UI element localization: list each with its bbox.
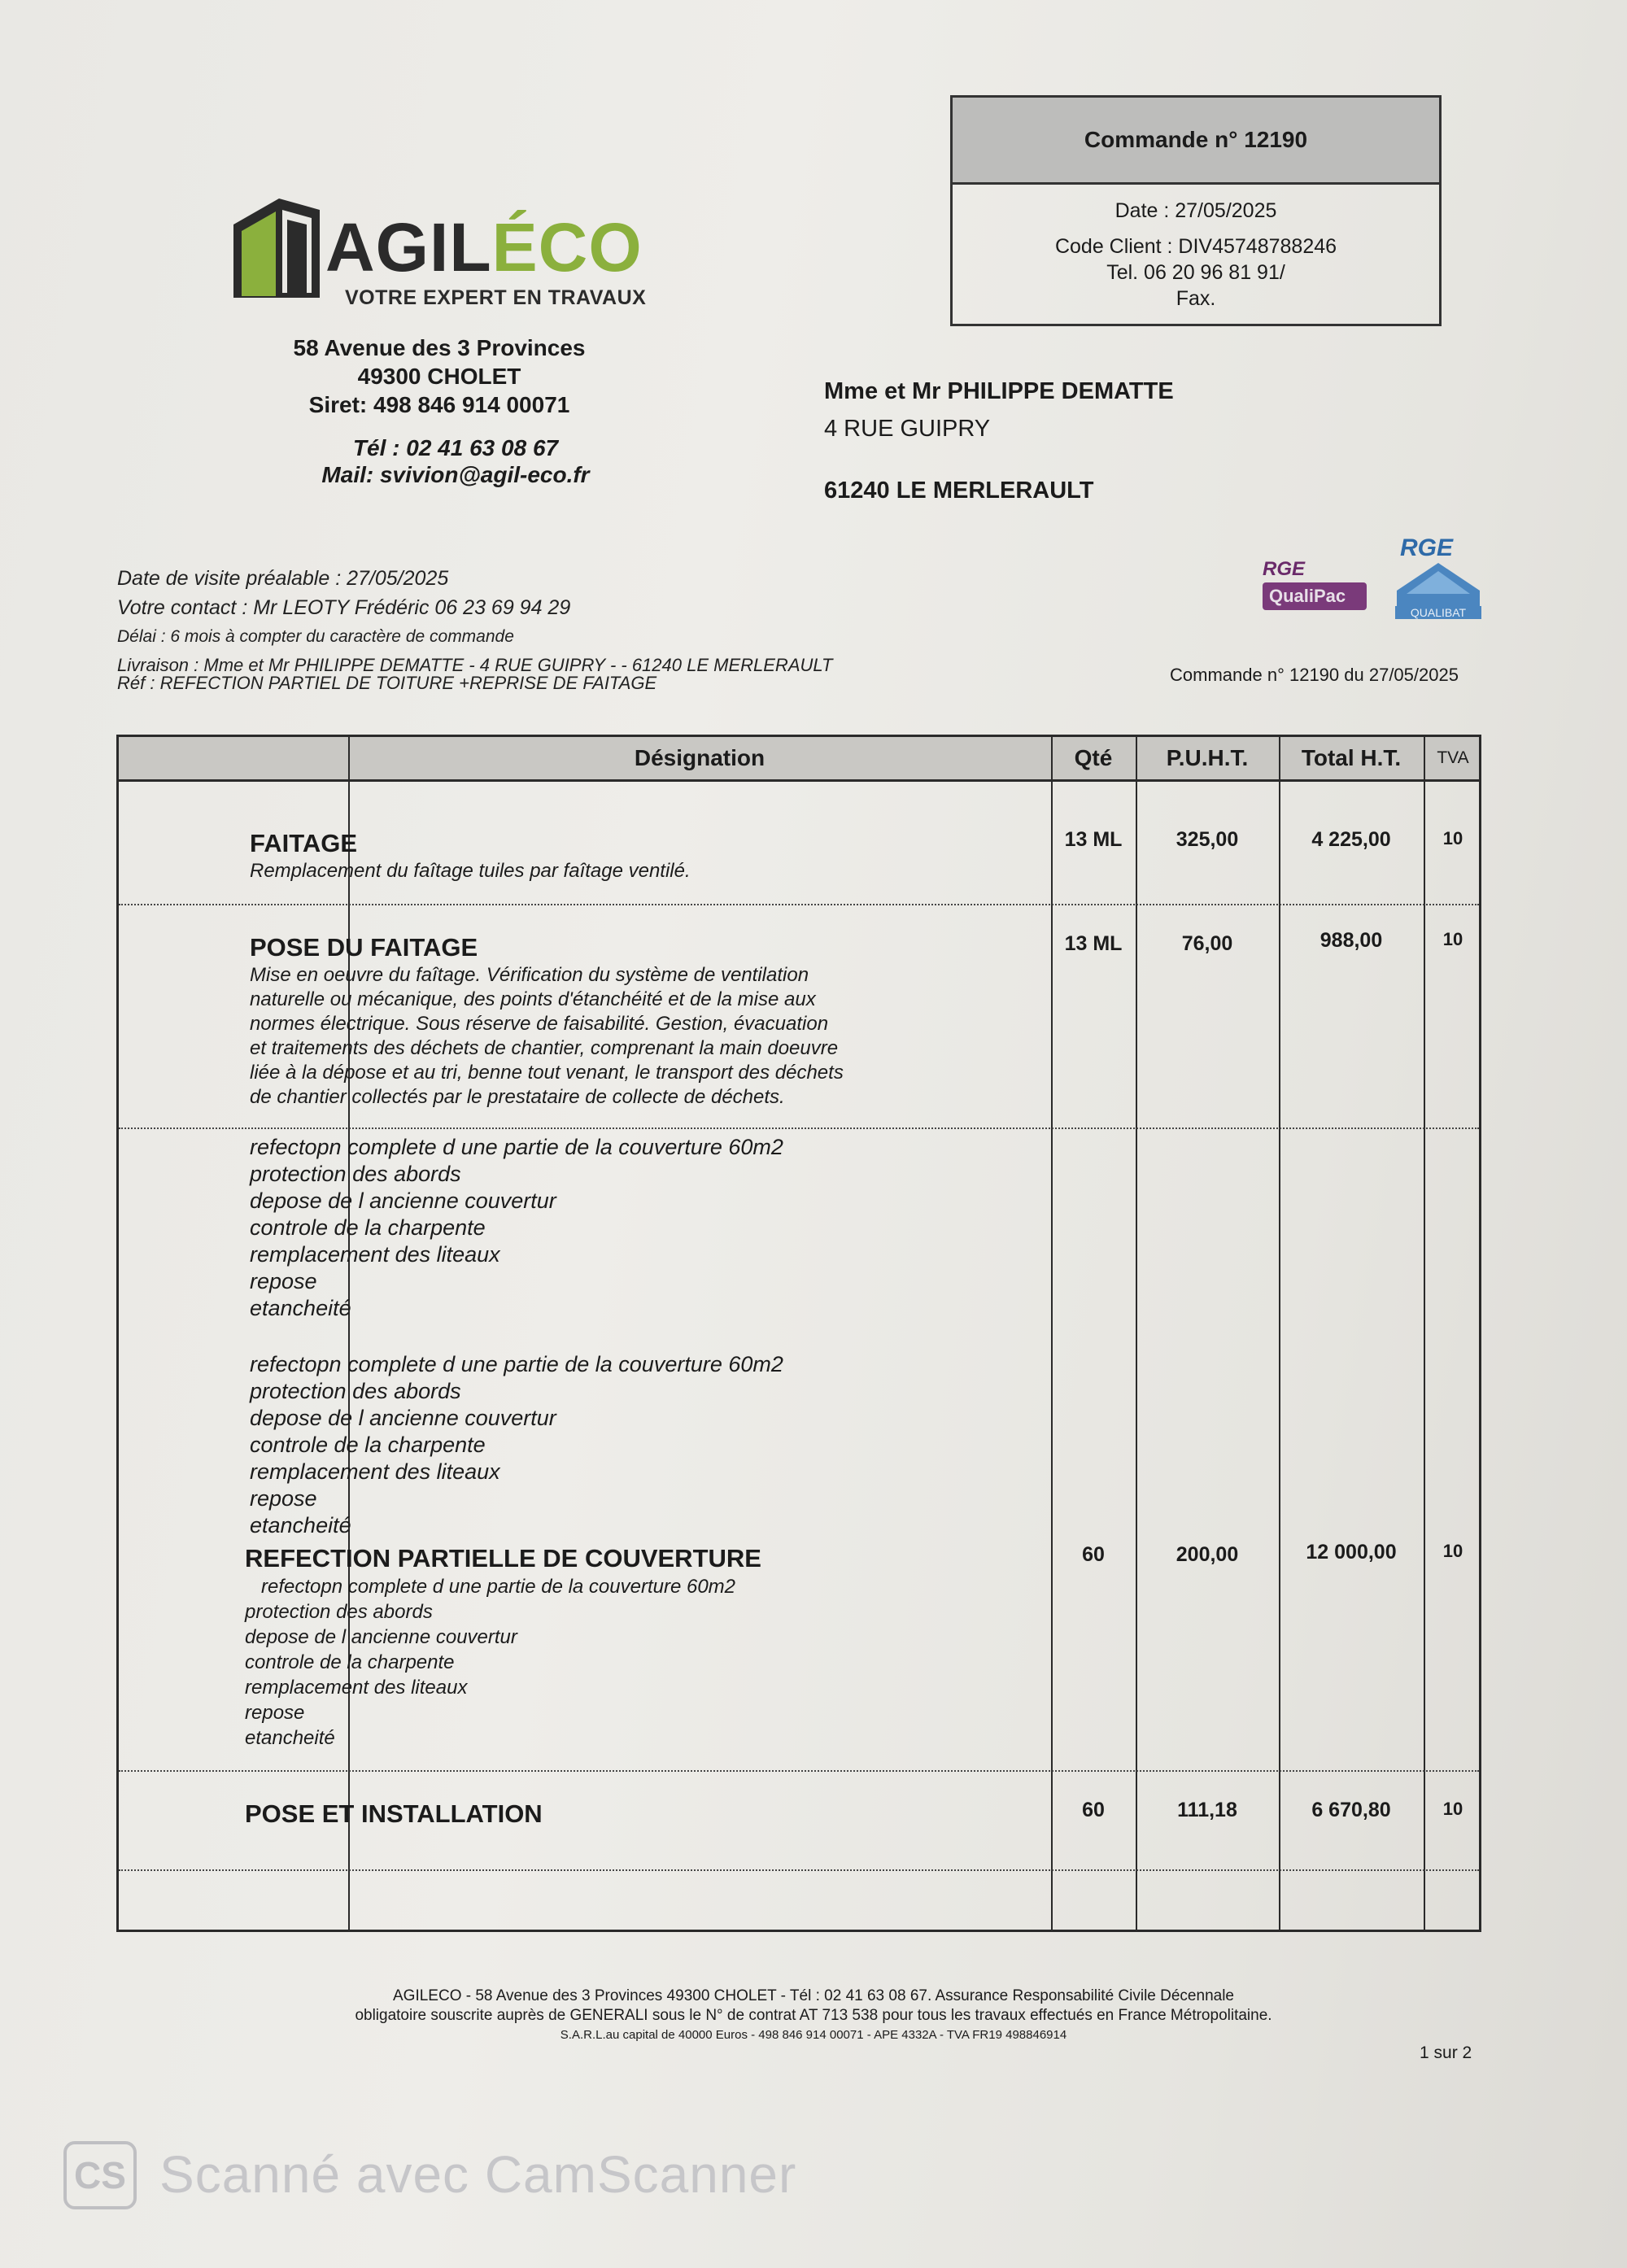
row-qty: 13 ML [1064,932,1123,955]
row-title: FAITAGE [250,829,358,857]
footer-line: S.A.R.L.au capital de 40000 Euros - 498 846 914 00071 - APE 4332A - TVA FR19 498846914 [560,2028,1067,2042]
delivery: Livraison : Mme et Mr PHILIPPE DEMATTE - 4 RUE GUIPRY - - 61240 LE MERLERAULT [117,655,833,675]
logo-wordmark [325,209,643,286]
header-designation: Désignation [634,745,766,770]
row-total: 988,00 [1319,929,1383,952]
row-detail-line: protection des abords [245,1601,433,1623]
rge-qualipac-badge [1263,560,1367,622]
camscanner-watermark: Scanné avec CamScanner [159,2145,797,2204]
rge-qualibat-top: RGE [1400,534,1454,561]
company-siret: Siret: 498 846 914 00071 [308,392,570,417]
row-detail-line: controle de la charpente [250,1433,486,1457]
header-total: Total H.T. [1301,745,1402,770]
header-tva: TVA [1437,748,1469,767]
row-unit-price: 111,18 [1177,1799,1237,1821]
row-total: 12 000,00 [1306,1541,1397,1564]
company-city: 49300 CHOLET [357,364,521,389]
header-unit-price: P.U.H.T. [1166,745,1249,770]
contact-person: Votre contact : Mr LEOTY Frédéric 06 23 69 94 29 [117,596,571,619]
rge-qualibat-badge [1395,535,1481,641]
company-tel: Tél : 02 41 63 08 67 [352,435,559,460]
row-detail-line: etancheité [250,1296,351,1320]
row-detail-line: protection des abords [250,1379,461,1403]
camscanner-icon: CS [63,2141,137,2209]
row-description-line: normes électrique. Sous réserve de faisabilité. Gestion, évacuation [250,1013,829,1035]
row-detail-line: refectopn complete d une partie de la couverture 60m2 [250,1352,783,1376]
row-detail-line: depose de l ancienne couvertur [245,1626,517,1648]
order-title: Commande n° 12190 [953,98,1439,185]
legal-footer [163,1987,1464,2045]
row-description-line: Mise en oeuvre du faîtage. Vérification du système de ventilation [250,964,809,986]
footer-line: obligatoire souscrite auprès de GENERALI sous le N° de contrat AT 713 538 pour tous les travaux effectués en France Métropolitaine. [355,2007,1272,2024]
reference: Réf : REFECTION PARTIEL DE TOITURE +REPRISE DE FAITAGE [117,673,657,693]
row-tva: 10 [1442,828,1463,848]
logo-wordmark-eco: ÉCO [491,209,643,286]
row-detail-line: protection des abords [250,1162,461,1186]
row-detail-line: refectopn complete d une partie de la couverture 60m2 [250,1135,783,1159]
row-detail-line: repose [250,1486,317,1511]
row-description-line: liée à la dépose et au tri, benne tout venant, le transport des déchets [250,1062,844,1084]
command-reference: Commande n° 12190 du 27/05/2025 [1170,665,1459,685]
rge-qualipac-name: QualiPac [1263,582,1367,610]
row-tva: 10 [1442,1799,1463,1819]
row-detail-line: refectopn complete d une partie de la couverture 60m2 [245,1576,736,1598]
header-qty: Qté [1074,745,1113,770]
company-contact [244,434,667,488]
row-detail-line: controle de la charpente [245,1651,455,1673]
order-meta [117,564,832,692]
row-description-line: naturelle ou mécanique, des points d'étanchéité et de la mise aux [250,988,816,1010]
company-address: 58 Avenue des 3 Provinces [293,335,586,360]
order-fax: Fax. [1176,287,1216,310]
row-detail-line: controle de la charpente [250,1215,486,1240]
row-title: POSE DU FAITAGE [250,933,478,962]
row-title: POSE ET INSTALLATION [245,1799,543,1828]
rge-qualibat-name: QUALIBAT [1395,606,1481,619]
rge-qualipac-top: RGE [1263,558,1306,580]
client-city: 61240 LE MERLERAULT [824,478,1094,504]
row-description-line: de chantier collectés par le prestataire de collecte de déchets. [250,1086,785,1108]
client-address [824,373,1174,509]
delay: Délai : 6 mois à compter du caractère de commande [117,627,514,646]
row-detail-line: depose de l ancienne couvertur [250,1189,556,1213]
row-unit-price: 76,00 [1181,932,1233,955]
client-name: Mme et Mr PHILIPPE DEMATTE [824,378,1174,404]
items-table [116,735,1481,1932]
row-detail-line: etancheité [250,1513,351,1537]
row-tva: 10 [1442,1541,1463,1561]
row-title: REFECTION PARTIELLE DE COUVERTURE [245,1544,761,1572]
row-detail-line: remplacement des liteaux [245,1677,468,1699]
client-street: 4 RUE GUIPRY [824,416,991,442]
row-description-line: et traitements des déchets de chantier, comprenant la main doeuvre [250,1037,839,1059]
footer-line: AGILECO - 58 Avenue des 3 Provinces 49300 CHOLET - Tél : 02 41 63 08 67. Assurance Responsabilité Civile Décennale [393,1987,1234,2004]
row-detail-line: repose [245,1702,305,1724]
row-unit-price: 200,00 [1176,1543,1239,1566]
row-detail-line: remplacement des liteaux [250,1459,500,1484]
row-detail-line: repose [250,1269,317,1293]
row-total: 6 670,80 [1311,1799,1391,1821]
row-unit-price: 325,00 [1176,828,1239,851]
order-client-code: Code Client : DIV45748788246 [1054,235,1337,258]
visit-date: Date de visite préalable : 27/05/2025 [117,567,449,590]
company-mail: Mail: svivion@agil-eco.fr [321,462,590,487]
row-total: 4 225,00 [1311,828,1391,851]
logo-tagline: VOTRE EXPERT EN TRAVAUX [345,286,647,309]
row-detail-line: etancheité [245,1727,335,1749]
order-date: Date : 27/05/2025 [1114,199,1277,222]
row-qty: 60 [1082,1543,1105,1566]
logo-wordmark-agil: AGIL [325,209,492,286]
row-qty: 13 ML [1064,828,1123,851]
row-detail-line: remplacement des liteaux [250,1242,500,1267]
order-box [950,95,1442,326]
page-number: 1 sur 2 [1420,2043,1472,2062]
order-tel: Tel. 06 20 96 81 91/ [1106,261,1285,284]
row-qty: 60 [1082,1799,1105,1821]
company-info [244,334,635,419]
row-description: Remplacement du faîtage tuiles par faîtage ventilé. [250,860,691,882]
row-tva: 10 [1442,929,1463,949]
agileco-logo-icon [230,192,328,306]
row-detail-line: depose de l ancienne couvertur [250,1406,556,1430]
